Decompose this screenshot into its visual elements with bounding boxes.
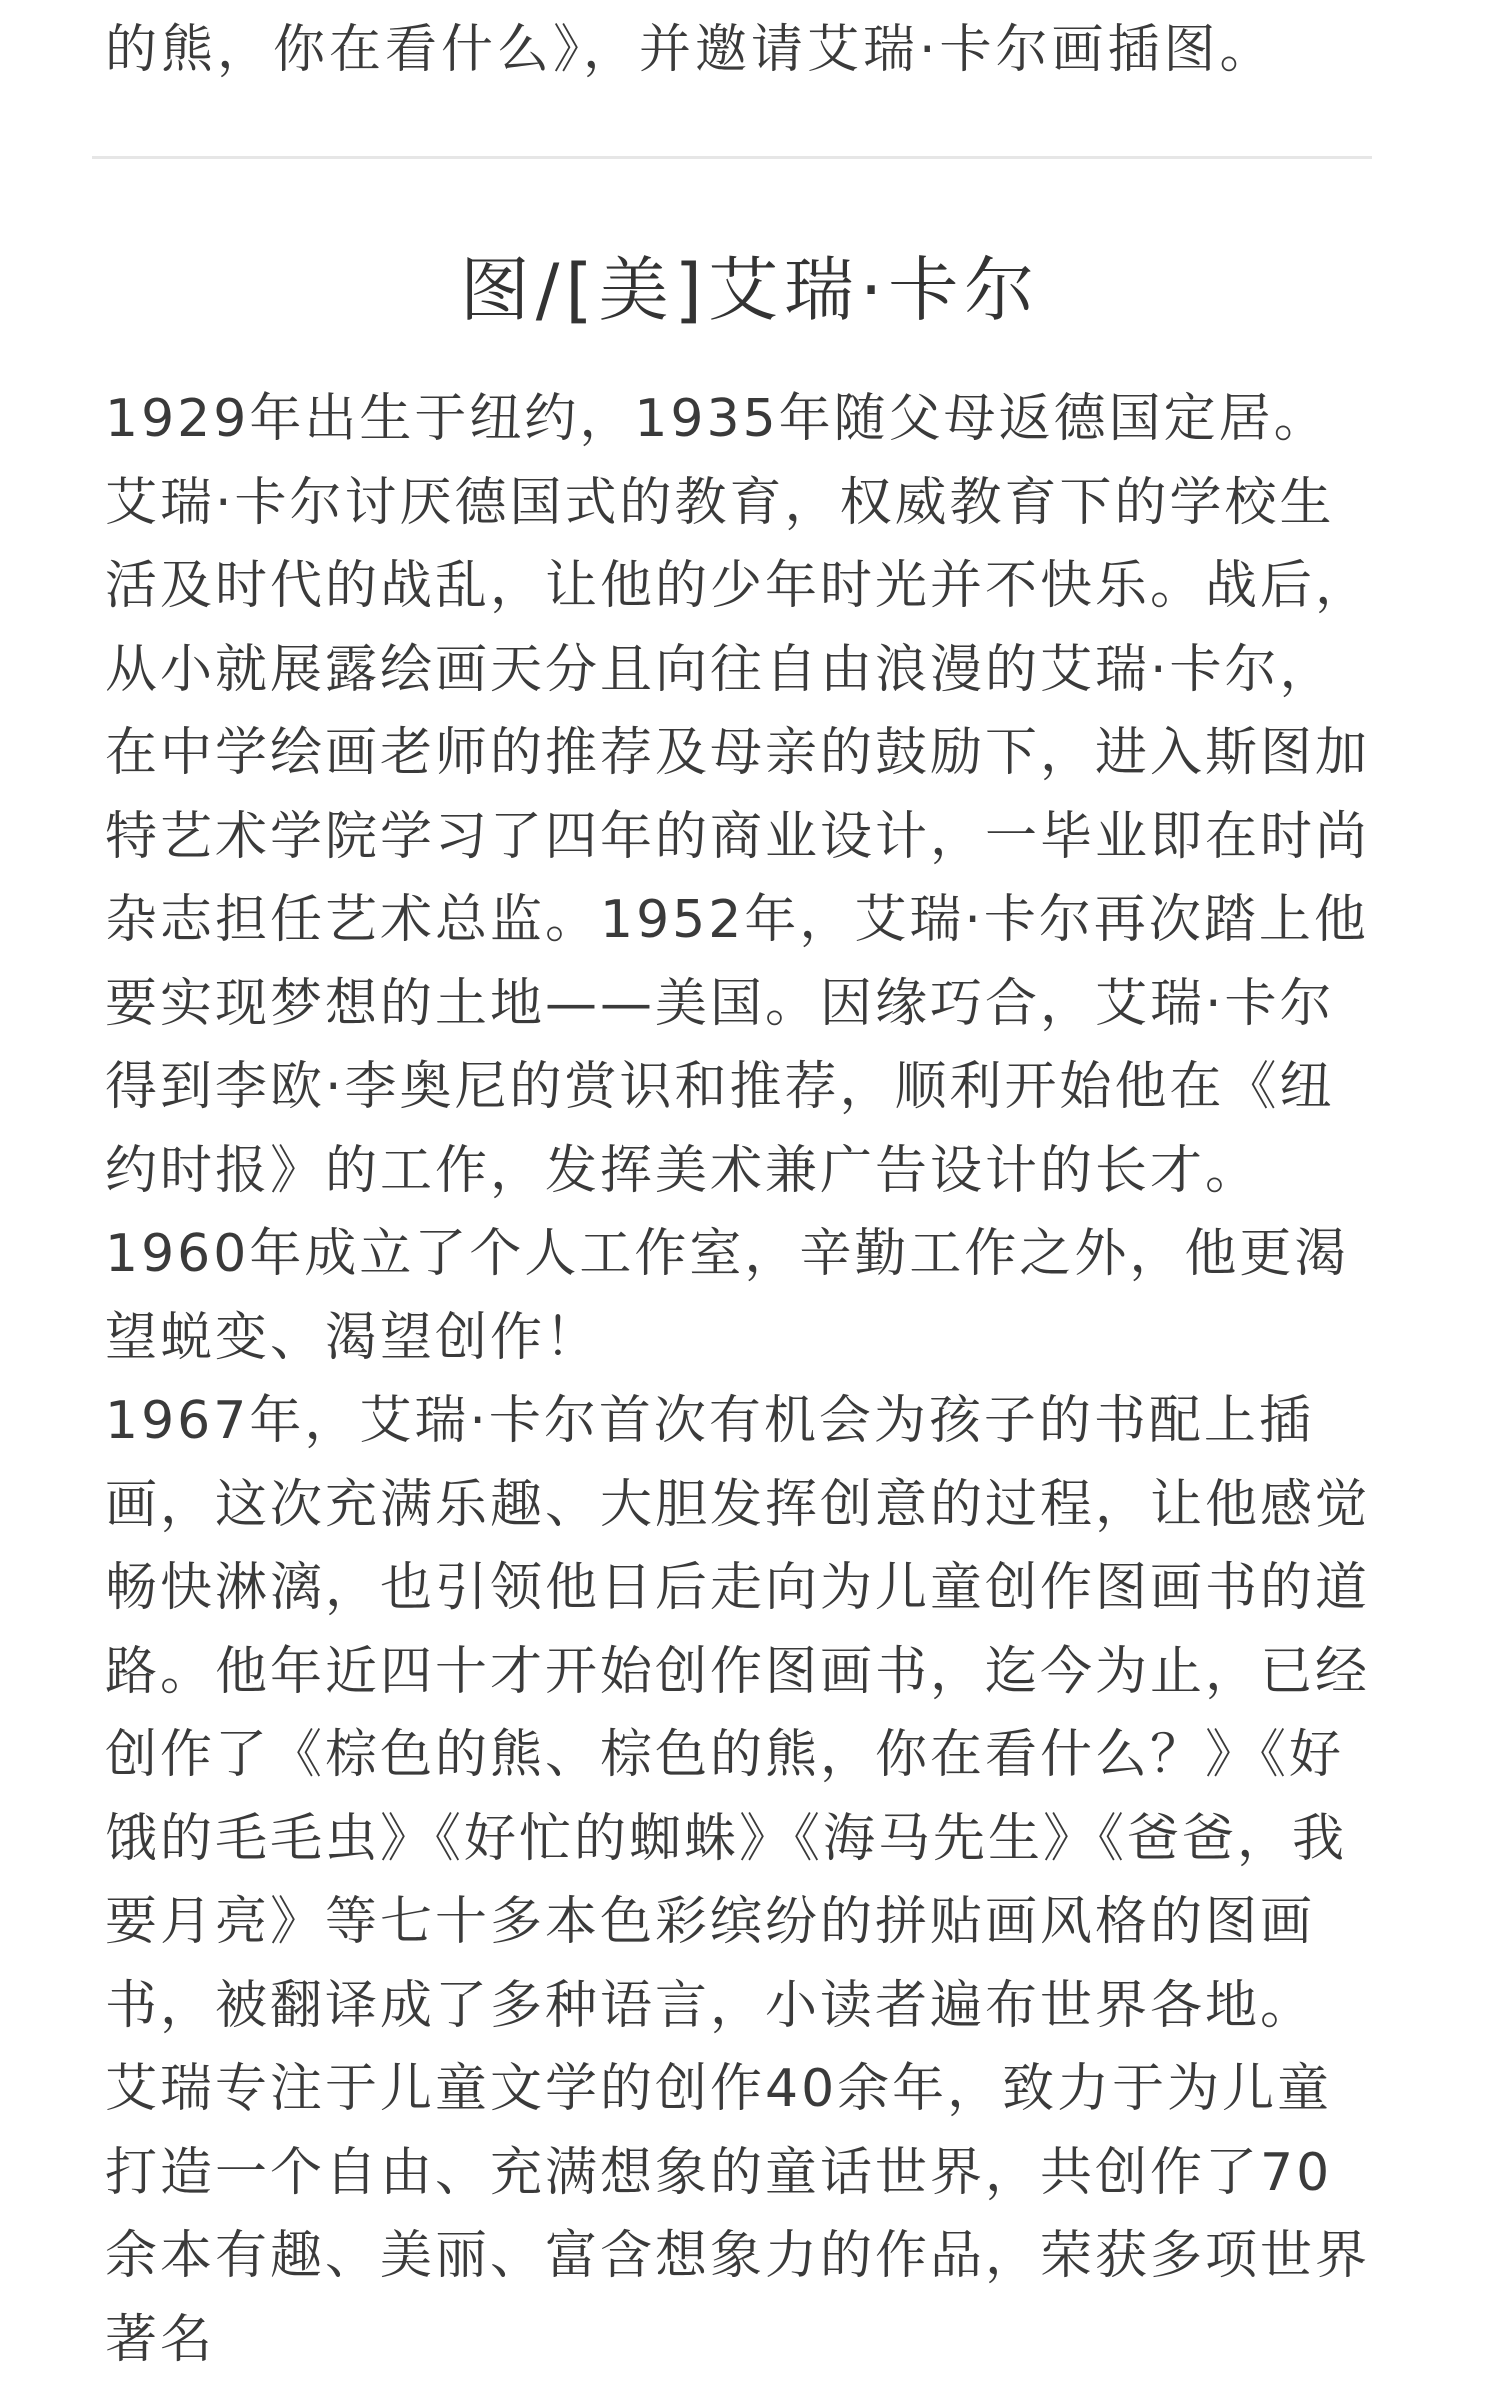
article-body — [105, 378, 1370, 2382]
section-title: 图/[美]艾瑞·卡尔 — [459, 249, 1041, 331]
paragraph-achievements: 艾瑞专注于儿童文学的创作40余年，致力于为儿童打造一个自由、充满想象的童话世界，共创作了70余本有趣、美丽、富含想象力的作品，荣获多项世界著名 — [105, 2059, 1371, 2370]
paragraph-picture-books: 1967年，艾瑞·卡尔首次有机会为孩子的书配上插画，这次充满乐趣、大胆发挥创意的过程，让他感觉畅快淋漓，也引领他日后走向为儿童创作图画书的道路。他年近四十才开始创作图画书，迄今为止，已经创作了《棕色的熊、棕色的熊，你在看什么？》《好饿的毛毛虫》《好忙的蜘蛛》《海马先生》《爸爸，我要月亮》等七十多本色彩缤纷的拼贴画风格的图画书，被翻译成了多种语言，小读者遍布世界各地。 — [105, 1391, 1371, 2036]
previous-paragraph-tail: 的熊，你在看什么》，并邀请艾瑞·卡尔画插图。 — [105, 20, 1276, 80]
paragraph-biography: 1929年出生于纽约，1935年随父母返德国定居。艾瑞·卡尔讨厌德国式的教育，权威教育下的学校生活及时代的战乱，让他的少年时光并不快乐。战后，从小就展露绘画天分且向往自由浪漫的艾瑞·卡尔，在中学绘画老师的推荐及母亲的鼓励下，进入斯图加特艺术学院学习了四年的商业设计，一毕业即在时尚杂志担任艺术总监。1952年，艾瑞·卡尔再次踏上他要实现梦想的土地——美国。因缘巧合，艾瑞·卡尔得到李欧·李奥尼的赏识和推荐，顺利开始他在《纽约时报》的工作，发挥美术兼广告设计的长才。1960年成立了个人工作室，辛勤工作之外，他更渴望蜕变、渴望创作！ — [105, 389, 1371, 1368]
section-divider — [92, 156, 1372, 159]
